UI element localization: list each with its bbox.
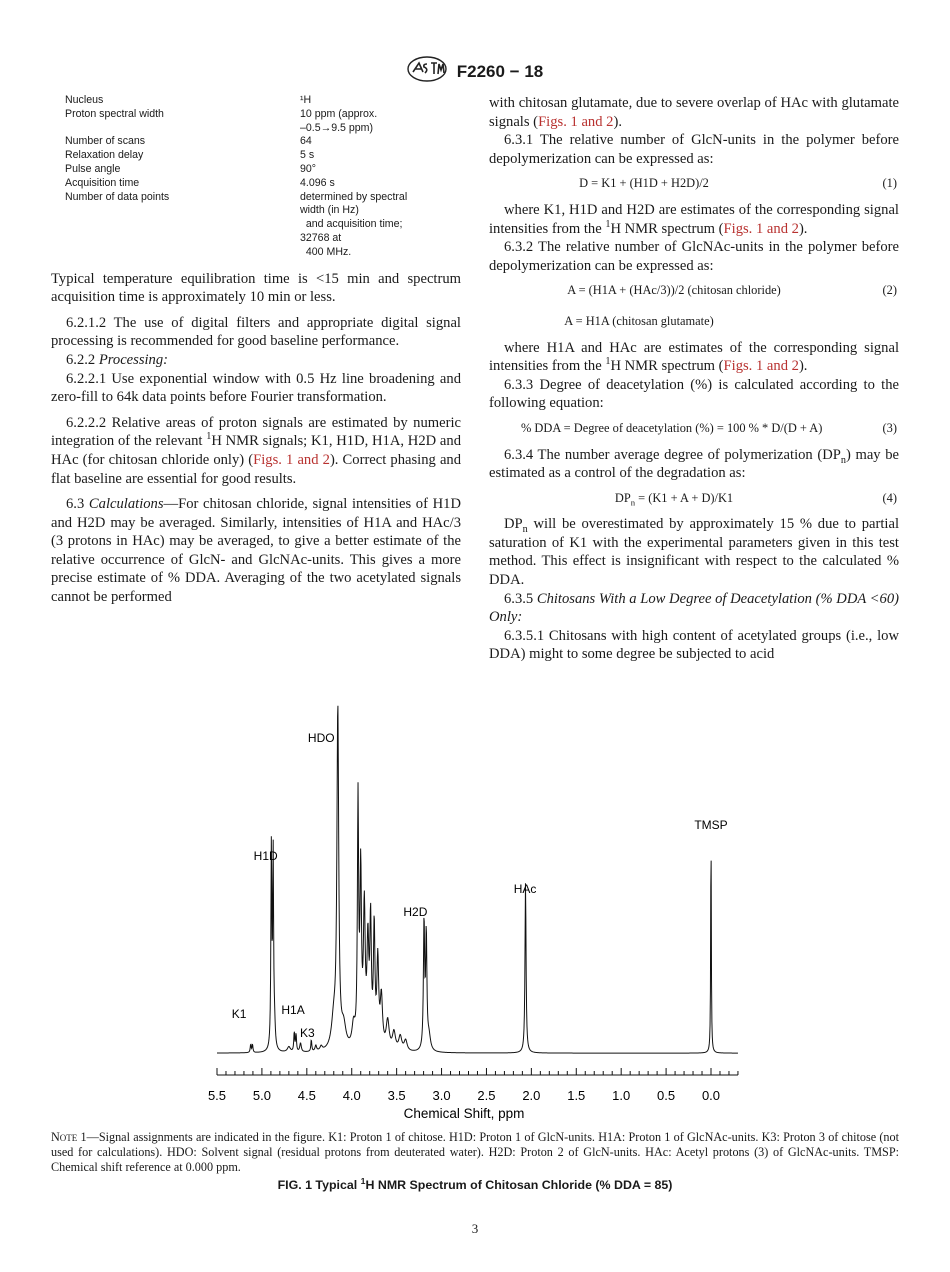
figure-note: Note 1—Signal assignments are indicated in the figure. K1: Proton 1 of chitose. H1D: Proton 1 of GlcN-units. H1A: Proton 1 of GlcNAc-units. K3: Proton 3 of chitose (not used for calculations). HDO: Solvent signal (residual protons from deuterated water). H2D: Proton 2 of GlcN-units. HAc: Acetyl protons (3) of GlcNAc-units. TMSP: Chemical shift reference at 0.000 ppm. <box>51 1130 899 1174</box>
paragraph: $DP_n$ will be overestimated by approximately 15 % due to partial saturation of K1 with the experimental parameters given in this test method. This effect is insignificant with respect to the calculated % DDA. <box>489 516 899 589</box>
parameter-value-line: width (in Hz) <box>300 204 359 217</box>
parameter-value-line: 64 <box>300 135 312 148</box>
equation-2b: A = H1A (chitosan glutamate) <box>564 313 714 328</box>
paragraph: Typical temperature equilibration time is <15 min and spectrum acquisition time is approximately 10 min or less. <box>51 270 461 306</box>
figure-link[interactable]: Figs. 1 and 2 <box>538 113 614 130</box>
parameter-name: Acquisition time <box>65 176 140 189</box>
x-tick-label: 3.5 <box>387 1088 406 1103</box>
parameter-value <box>300 135 440 149</box>
paragraph: 6.2.2.2 Relative areas of proton signals are estimated by numeric integration of the relevant $^1$H NMR signals; K1, H1D, H1A, H2D and HAc (for chitosan chloride only) (Figs. 1 and 2). Correct phasing and flat baseline are essential for good results. <box>51 414 462 487</box>
paragraph: 6.2.2.1 Use exponential window with 0.5 Hz line broadening and zero-fill to 64k data points before Fourier transformation. <box>51 370 461 406</box>
paragraph: where K1, H1D and H2D are estimates of the corresponding signal intensities from the $^1$H NMR spectrum (Figs. 1 and 2). <box>489 201 899 237</box>
astm-logo <box>407 56 447 87</box>
x-tick-label: 1.5 <box>567 1088 586 1103</box>
parameter-name: Number of scans <box>65 135 146 148</box>
parameter-value-line: –0.5→9.5 ppm) <box>300 121 374 134</box>
equation-1: D = K1 + (H1D + H2D)/2 (1) <box>579 176 897 191</box>
x-tick-label: 2.5 <box>477 1088 496 1103</box>
parameter-value <box>300 108 440 136</box>
x-tick-label: 1.0 <box>612 1088 631 1103</box>
x-tick-label: 0.0 <box>701 1088 721 1103</box>
parameter-name: Nucleus <box>65 94 104 106</box>
parameter-value-line: 4.096 s <box>300 176 335 189</box>
parameter-row <box>51 177 461 191</box>
parameter-name: Proton spectral width <box>65 107 164 120</box>
parameter-row <box>51 163 461 177</box>
equation-4: $DP_n = (K1 + A + D)/K1$ (4) <box>614 490 897 508</box>
paragraph: with chitosan glutamate, due to severe overlap of HAc with glutamate signals (Figs. 1 and 2). <box>489 95 899 130</box>
paragraph: where H1A and HAc are estimates of the corresponding signal intensities from the $^1$H NMR spectrum (Figs. 1 and 2). <box>489 339 899 375</box>
parameter-row <box>51 108 461 136</box>
x-tick-label: 5.0 <box>252 1088 271 1103</box>
parameter-value-line: ¹H <box>300 94 312 106</box>
parameter-value-line: 32768 at <box>300 231 342 244</box>
right-column <box>489 94 899 664</box>
parameter-row <box>51 135 461 149</box>
parameter-value <box>300 94 440 108</box>
parameter-table <box>51 94 461 260</box>
nmr-spectrum-chart <box>196 690 756 1130</box>
spectrum-trace <box>217 706 738 1053</box>
parameter-value-line: and acquisition time; <box>300 218 403 231</box>
x-tick-label: 4.5 <box>297 1088 316 1103</box>
peak-label: H1A <box>281 1003 305 1017</box>
paragraph: 6.3 Calculations—For chitosan chloride, signal intensities of H1D and H2D may be averaged. Similarly, intensities of H1A and HAc/3 (3 protons in HAc) may be averaged, to give a better estimate of the relative occurrence of GlcN- and GlcNAc-units. This gives a more precise estimate of % DDA. Averaging of the two acetylated signals cannot be performed <box>51 496 461 606</box>
paragraph: 6.3.5 Chitosans With a Low Degree of Deacetylation (% DDA <60) Only: <box>489 590 899 626</box>
x-tick-label: 5.5 <box>207 1088 227 1103</box>
x-tick-label: 0.5 <box>657 1088 676 1103</box>
paragraph: 6.3.1 The relative number of GlcN-units in the polymer before depolymerization can be expressed as: <box>489 132 899 167</box>
nmr-spectrum-figure <box>196 690 756 1130</box>
peak-label: K3 <box>299 1026 315 1040</box>
designation: F2260 − 18 <box>456 61 544 81</box>
parameter-name: Number of data points <box>65 190 170 203</box>
peak-label: K1 <box>231 1007 247 1021</box>
figure-caption: FIG. 1 Typical $^1$H NMR Spectrum of Chitosan Chloride (% DDA = 85) <box>277 1175 673 1192</box>
parameter-value-line: determined by spectral <box>300 190 408 203</box>
x-tick-label: 4.0 <box>342 1088 361 1103</box>
peak-label: H2D <box>403 905 428 919</box>
page-header <box>0 56 950 87</box>
parameter-value <box>300 163 440 177</box>
parameter-value-line: 90° <box>300 162 317 175</box>
page-number: 3 <box>471 1221 479 1236</box>
parameter-row <box>51 149 461 163</box>
parameter-value <box>300 149 440 163</box>
equation-2a: A = (H1A + (HAc/3))/2 (chitosan chloride) (2) <box>567 283 897 298</box>
paragraph: 6.2.1.2 The use of digital filters and appropriate digital signal processing is recommended for good baseline performance. <box>51 314 461 350</box>
peak-label: HDO <box>307 731 335 745</box>
peak-label: HAc <box>513 882 537 896</box>
left-column <box>51 94 461 607</box>
parameter-name: Pulse angle <box>65 162 121 175</box>
figure-link[interactable]: Figs. 1 and 2 <box>723 220 799 237</box>
parameter-value-line: 10 ppm (approx. <box>300 107 378 120</box>
parameter-value <box>300 177 440 191</box>
parameter-value-line: 5 s <box>300 149 315 162</box>
paragraph: 6.3.5.1 Chitosans with high content of acetylated groups (i.e., low DDA) might to some degree be subjected to acid <box>489 627 899 663</box>
parameter-name: Relaxation delay <box>65 149 144 162</box>
figure-link[interactable]: Figs. 1 and 2 <box>723 358 799 375</box>
paragraph: 6.2.2 Processing: <box>66 351 169 368</box>
parameter-row <box>51 94 461 108</box>
parameter-row <box>51 191 461 260</box>
x-tick-label: 3.0 <box>432 1088 451 1103</box>
x-tick-label: 2.0 <box>522 1088 541 1103</box>
parameter-value-line: 400 MHz. <box>300 245 352 258</box>
peak-label: H1D <box>253 849 278 863</box>
x-axis-label: Chemical Shift, ppm <box>403 1106 525 1121</box>
equation-3: % DDA = Degree of deacetylation (%) = 100 % * D/(D + A) (3) <box>521 420 897 435</box>
paragraph: 6.3.2 The relative number of GlcNAc-units in the polymer before depolymerization can be expressed as: <box>489 239 899 274</box>
paragraph: 6.3.4 The number average degree of polymerization $(DP_n)$ may be estimated as a control of the degradation as: <box>489 446 900 482</box>
figure-link[interactable]: Figs. 1 and 2 <box>253 451 330 468</box>
parameter-value <box>300 191 440 260</box>
peak-label: TMSP <box>694 818 728 832</box>
paragraph: 6.3.3 Degree of deacetylation (%) is calculated according to the following equation: <box>489 376 899 412</box>
